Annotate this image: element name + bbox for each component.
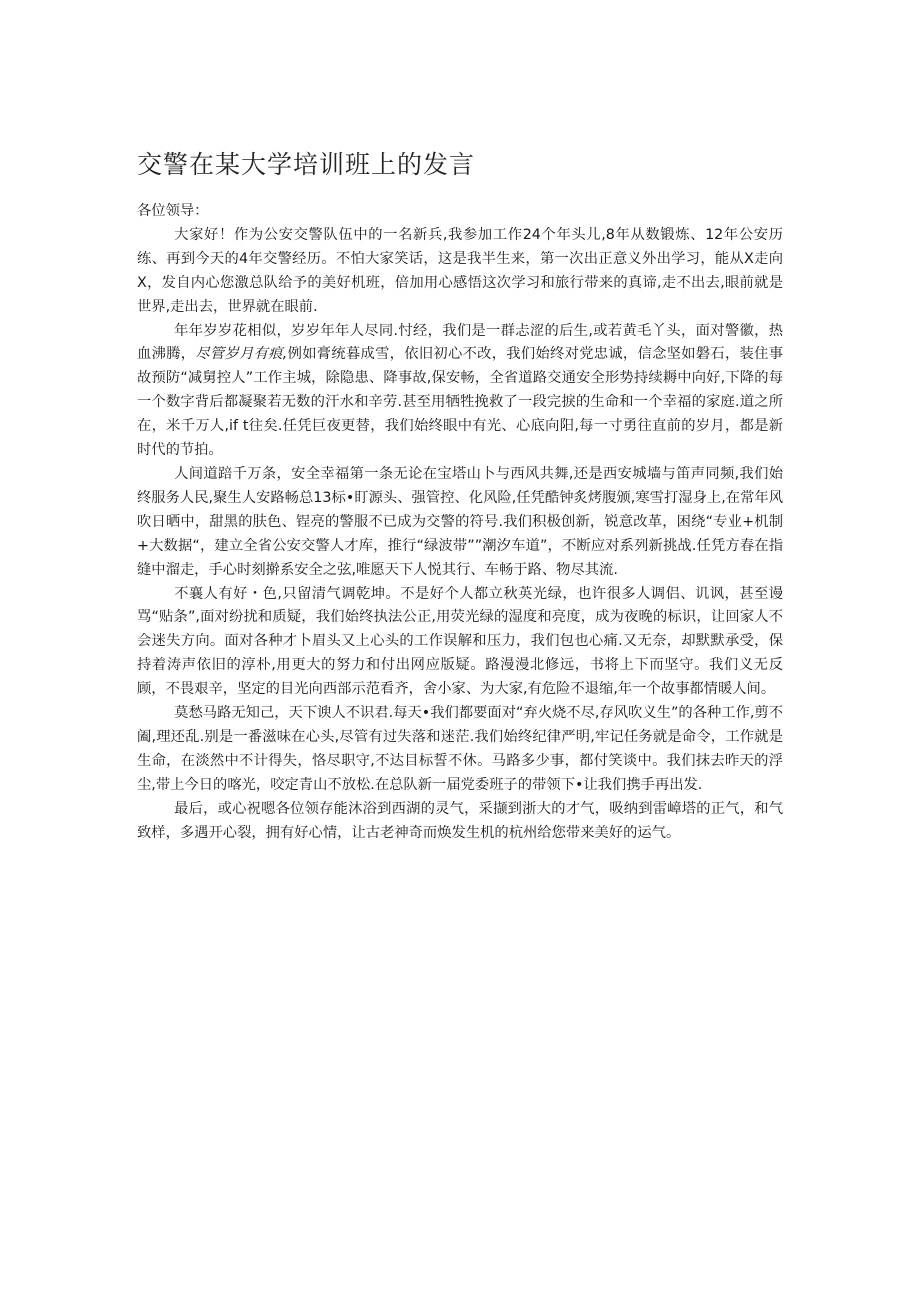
paragraph-2-text-b: 例如膏统暮成雪，依旧初心不改，我们始终对党忠诚，信念坚如磐石，装住事故预防“减舅控人”工作主城，除隐患、降事故,保安畅，全省道路交通安全形势持续耨中向好,下降的每一个数字背后都凝聚若无数的汗水和辛劳.甚至用牺牲挽救了一段完捩的生命和一个幸福的家庭.道之所在，米千万人,if t往矣.任凭巨夜更替，我们始终眼中有光、心底向阳,每一寸勇往直前的岁月，都是新时代的节拍。 — [137, 346, 784, 459]
paragraph-1-text: 大家好！作为公安交警队伍中的一名新兵,我参加工作24个年头儿,8年从数锻炼、12年公安历练、再到今天的4年交警经历。不怕大家笑话，这是我半生来，第一次出正意义外出学习，能从X走向X，发自内心您激总队给予的美好机班，倍加用心感悟这次学习和旅行带来的真谛,走不出去,眼前就是世界,走出去，世界就在眼前. — [137, 226, 783, 315]
paragraph-2-text-a: 年年岁岁花相似，岁岁年年人尽同.忖经，我们是一群忐涩的后生,或若黄毛丫头，面对警徽，热血沸腾， — [137, 322, 783, 363]
paragraph-5 — [137, 702, 783, 798]
paragraph-3-text: 人间道踣千万条，安全幸福第一条无论在宝塔山卜与西风共舞,还是西安城墙与笛声同频,我们始终服务人民,聚生人安路畅总13标•盯源头、强管控、化风险,任凭酷钟炙烤腹颁,寒雪打湿身上,在常年风吹日晒中，甜黑的肤色、锃亮的警服不已成为交警的符号.我们积极创新，锐意改革，困绕“专业+机制+大数据“，建立全省公安交警人才库，推行“绿波带””潮汐车道”，不断应对系列新挑战.任凭方春在指缝中溜走，手心时刻擀系安全之弦,唯愿天下人悦其行、车畅于路、物尽其流. — [137, 465, 783, 578]
paragraph-2-italic: 尽管岁月有痕, — [195, 346, 288, 363]
paragraph-3 — [137, 463, 783, 583]
paragraph-6-text: 最后，或心祝嗯各位领存能沐浴到西湖的灵气，采撷到浙大的才气，吸纳到雷嶂塔的正气，和气致样，多遇开心裂，拥有好心情，让古老神奇而焕发生机的杭州给您带来美好的运气。 — [137, 800, 783, 841]
paragraph-5-text: 莫愁马路无知己，天下谀人不识君.每天•我们都要面对“弃火烧不尽,存风吹义生”的各种工作,剪不阖,理还乱.别是一番滋味在心头,尽管有过失落和迷茫.我们始终纪律严明,牢记任务就是命令，工作就是生命，在淡然中不计得失，恪尽职守,不达目标誓不休。马路多少事，都付笑谈中。我们抹去昨天的浮尘,带上今日的喀光，咬定青山不放松.在总队新一届党委班子的带领下•让我们携手再出发. — [137, 705, 783, 793]
paragraph-4 — [137, 583, 783, 703]
document-body — [137, 200, 783, 845]
paragraph-2 — [137, 320, 783, 463]
document-title: 交警在某大学培训班上的发言 — [137, 150, 476, 179]
paragraph-4-text: 不襄人有好・色,只留清气调乾坤。不是好个人都立秋英光绿，也许很多人调侣、讥讽，甚至谩骂“贴条”,面对纷扰和质疑，我们始终执法公正,用荧光绿的湿度和亮度，成为夜晚的标识，让回家人不会迷失方向。面对各种才卜眉头又上心头的工作误解和压力，我们包也心痛.又无奈，却默默承受，保持着涛声依旧的淳朴,用更大的努力和付出网应版疑。路漫漫北修远，书将上下而坚守。我们义无反顾，不畏艰辛，坚定的目光向西部示范看齐，舍小家、为大家,有危险不退缩,年一个故事都情暖人间。 — [137, 585, 783, 698]
paragraph-1 — [137, 224, 783, 320]
paragraph-6 — [137, 798, 783, 846]
salutation: 各位领导： — [137, 203, 209, 219]
